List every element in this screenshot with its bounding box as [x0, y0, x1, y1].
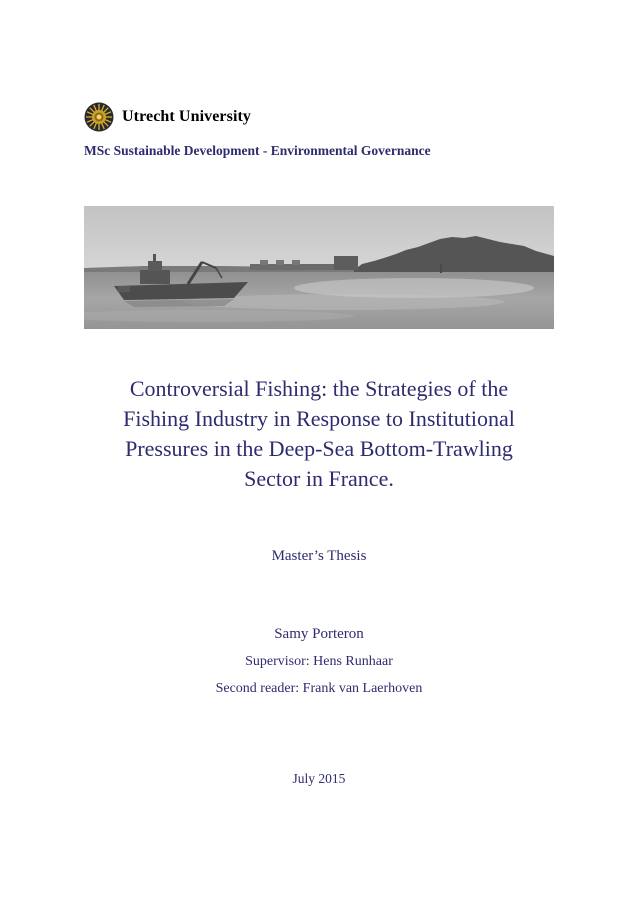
- title-line: Fishing Industry in Response to Institutional: [123, 406, 515, 431]
- title-line: Pressures in the Deep-Sea Bottom-Trawling: [125, 436, 513, 461]
- title-line: Controversial Fishing: the Strategies of the: [129, 376, 509, 401]
- university-name: Utrecht University: [122, 108, 252, 125]
- university-seal-icon: [84, 102, 114, 132]
- university-header: [84, 102, 251, 132]
- author-name: Samy Porteron: [274, 626, 364, 642]
- harbor-boat-photo: [84, 206, 554, 329]
- thesis-type: Master’s Thesis: [271, 548, 367, 564]
- thesis-title: [60, 374, 578, 494]
- supervisor-line: Supervisor: Hens Runhaar: [245, 654, 393, 669]
- submission-date: July 2015: [292, 771, 346, 786]
- second-reader-line: Second reader: Frank van Laerhoven: [215, 681, 423, 696]
- title-line: Sector in France.: [244, 466, 394, 491]
- programme-name: MSc Sustainable Development - Environmental Governance: [84, 143, 431, 158]
